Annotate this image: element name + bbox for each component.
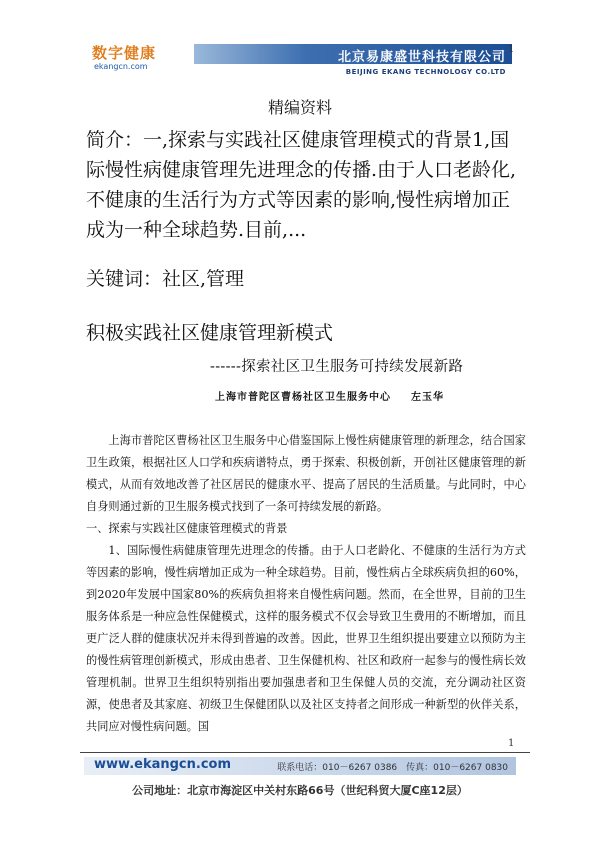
footer-phone: 联系电话：010－6267 0386 传真：010－6267 0830 bbox=[277, 763, 508, 773]
company-name-en: BEIJING EKANG TECHNOLOGY CO.LTD bbox=[345, 68, 506, 76]
author-organization: 上海市普陀区曹杨社区卫生服务中心 bbox=[215, 392, 391, 403]
logo-title: 数字健康 bbox=[92, 44, 157, 62]
section-heading: 一、探索与实践社区健康管理模式的背景 bbox=[86, 522, 288, 535]
doc-summary: 简介：一,探索与实践社区健康管理模式的背景1,国际慢性病健康管理先进理念的传播.由于人口老龄化,不健康的生活行为方式等因素的影响,慢性病增加正成为一种全球趋势.目前,... bbox=[86, 129, 517, 241]
article-subtitle: ------探索社区卫生服务可持续发展新路 bbox=[210, 359, 464, 375]
company-name-cn: 北京易康盛世科技有限公司 bbox=[337, 50, 506, 65]
article-title: 积极实践社区健康管理新模式 bbox=[86, 322, 334, 344]
footer-page-number: 1 bbox=[508, 738, 515, 749]
brand-logo bbox=[82, 40, 194, 78]
header-page-number: 1 bbox=[508, 44, 515, 55]
footer-address: 公司地址：北京市海淀区中关村东路66号（世纪科贸大厦C座12层） bbox=[132, 784, 468, 797]
letterhead-banner bbox=[194, 44, 515, 65]
body-paragraph: 上海市普陀区曹杨社区卫生服务中心借鉴国际上慢性病健康管理的新理念，结合国家卫生政策，根据社区人口学和疾病谱特点，勇于探索、积极创新，开创社区健康管理的新模式，从而有效地改善了社区居民的健康水平、提高了居民的生活质量。与此同时，中心自身则通过新的卫生服务模式找到了一条可持续发展的新路。 bbox=[86, 434, 526, 513]
author-name: 左玉华 bbox=[411, 392, 444, 403]
author-line bbox=[215, 388, 444, 403]
doc-title: 精编资料 bbox=[267, 98, 332, 117]
footer-divider bbox=[80, 752, 530, 753]
article-body bbox=[86, 430, 526, 738]
footer-website: www.ekangcn.com bbox=[94, 757, 232, 772]
letterhead bbox=[82, 40, 515, 78]
doc-keywords: 关键词：社区,管理 bbox=[86, 268, 245, 290]
logo-site: ekangcn.com bbox=[94, 62, 148, 71]
body-paragraph: 1、国际慢性病健康管理先进理念的传播。由于人口老龄化、不健康的生活行为方式等因素的影响，慢性病增加正成为一种全球趋势。目前，慢性病占全球疾病负担的60%，到2020年发展中国家80%的疾病负担将来自慢性病问题。然而，在全世界，目前的卫生服务体系是一种应急性保健模式，这样的服务模式不仅会导致卫生费用的不断增加，而且更广泛人群的健康状况并未得到普遍的改善。因此，世界卫生组织提出要建立以预防为主的慢性病管理创新模式，形成由患者、卫生保健机构、社区和政府一起参与的慢性病长效管理机制。世界卫生组织特别指出要加强患者和卫生保健人员的交流，充分调动社区资源，使患者及其家庭、初级卫生保健团队以及社区支持者之间形成一种新型的伙伴关系，共同应对慢性病问题。国 bbox=[86, 544, 526, 733]
